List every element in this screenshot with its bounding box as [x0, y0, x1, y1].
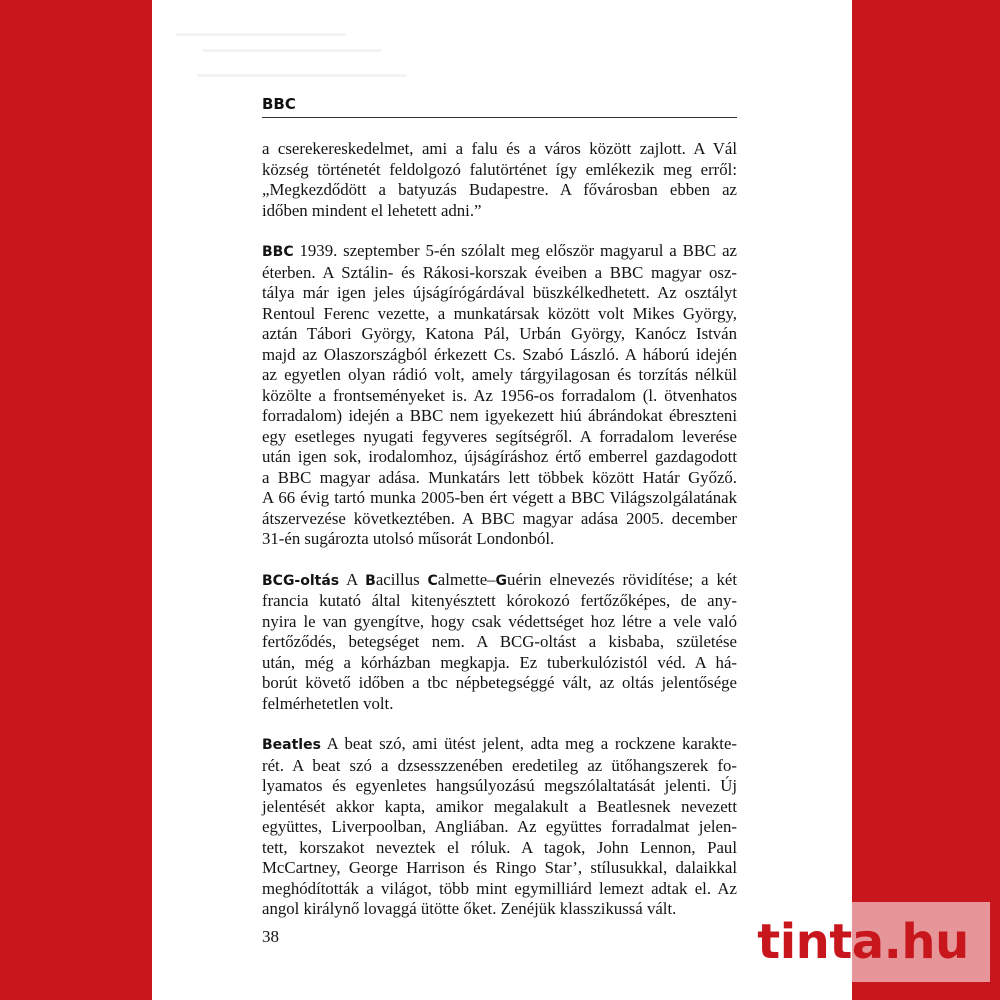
text-line: a cserekereskedelmet, ami a falu és a város között zajlott. A Vál: [262, 139, 737, 158]
text-line: francia kutató által kitenyésztett kórokozó fertőzőképes, de any-: [262, 591, 737, 610]
entry-first-line: [262, 570, 737, 592]
text-line: A 66 évig tartó munka 2005-ben ért végett a BBC Világszolgálatának: [262, 488, 737, 507]
dictionary-entry-bcg-oltas: [262, 570, 737, 715]
text-line: együttes, Liverpoolban, Angliában. Az együttes forradalmat jelen-: [262, 817, 737, 836]
entry-text: uérin elnevezés rövidítése; a két: [507, 569, 737, 589]
text-line: az egyetlen olyan rádió volt, amely tárgyilagosan és torzítás nélkül: [262, 365, 737, 384]
text-line: meghódították a világot, több mint egymilliárd lemezt adtak el. Az: [262, 878, 737, 898]
continuation-paragraph: [262, 139, 737, 221]
page-content: [262, 139, 737, 920]
running-head: BBC: [262, 95, 737, 118]
text-line: után, még a kórházban megkapja. Ez tuberkulózistól véd. A há-: [262, 652, 737, 672]
text-line: angol királynő lovaggá ütötte őket. Zenéjük klasszikussá vált.: [262, 899, 677, 918]
text-line: átszervezése következtében. A BBC magyar adása 2005. december: [262, 508, 737, 528]
headword: BBC: [262, 244, 294, 260]
acronym-letter: B: [365, 572, 376, 589]
text-line: jelentését akkor kapta, amikor megalakult a Beatlesnek nevezett: [262, 796, 737, 816]
text-line: „Megkezdődött a batyuzás Budapestre. A fővárosban ebben az: [262, 180, 737, 199]
entry-first-line: [262, 734, 737, 756]
text-line: Rentoul Ferenc vezette, a munkatársak között volt Mikes György,: [262, 303, 737, 323]
show-through-line: [176, 33, 346, 36]
text-line: tálya már igen jeles újságírógárdával büszkélkedhetett. Az osztályt: [262, 283, 737, 302]
text-line: majd az Olaszországból érkezett Cs. Szabó László. A háború idején: [262, 344, 737, 364]
headword: BCG-oltás: [262, 572, 340, 589]
headword: Beatles: [262, 737, 321, 753]
text-line: borút követő időben a tbc népbetegséggé vált, az oltás jelentősége: [262, 673, 737, 692]
show-through-line: [202, 49, 382, 52]
text-line: tett, korszakot neveztek el róluk. A tagok, John Lennon, Paul: [262, 837, 737, 857]
acronym-letter: C: [427, 572, 438, 589]
text-line: után igen sok, irodalomhoz, újságíráshoz értő emberrel gazdagodott: [262, 447, 737, 466]
text-line: közölte a frontseményeket is. Az 1956-os forradalom (l. ötvenhatos: [262, 385, 737, 405]
dictionary-entry-bbc: [262, 241, 737, 550]
text-line: rét. A beat szó a dzsesszzenében eredetileg az ütőhangszerek fo-: [262, 755, 737, 775]
book-page: [152, 0, 852, 1000]
text-line: aztán Tábori György, Katona Pál, Urbán György, Kanócz István: [262, 324, 737, 343]
text-line: fertőződés, betegséget nem. A BCG-oltást a kisbaba, születése: [262, 632, 737, 651]
entry-text: acillus: [375, 569, 428, 589]
text-line: 31-én sugározta utolsó műsorát Londonból.: [262, 529, 555, 548]
text-line: község történetét feldolgozó falutörténet így emlékezik meg erről:: [262, 159, 737, 179]
text-line: éterben. A Sztálin- és Rákosi-korszak éveiben a BBC magyar osz-: [262, 262, 737, 282]
watermark-logo: tinta.hu: [736, 902, 990, 982]
acronym-letter: G: [495, 572, 508, 589]
entry-text: A beat szó, ami ütést jelent, adta meg a rockzene karakte-: [320, 734, 737, 753]
entry-first-line: [262, 241, 737, 263]
text-line: időben mindent el lehetett adni.”: [262, 200, 482, 220]
show-through-line: [197, 74, 407, 77]
text-line: a BBC magyar adása. Munkatárs lett többek között Határ Győző.: [262, 467, 737, 487]
text-line: McCartney, George Harrison és Ringo Star’, stílusukkal, dalaikkal: [262, 858, 737, 877]
dictionary-entry-beatles: [262, 734, 737, 920]
entry-text: 1939. szeptember 5-én szólalt meg először magyarul a BBC az: [293, 241, 737, 260]
text-line: lyamatos és egyenletes hangsúlyozású megszólaltatását jelenti. Új: [262, 776, 737, 795]
entry-text: almette–: [437, 569, 496, 589]
text-line: egy esetleges nyugati fegyveres segítségről. A forradalom leverése: [262, 426, 737, 446]
text-line: nyira le van gyengítve, hogy csak védettséget hoz létre a vele való: [262, 611, 737, 631]
text-line: forradalom) idején a BBC nem igyekezett hiú ábrándokat ébreszteni: [262, 406, 737, 425]
entry-text: A: [339, 569, 366, 589]
page-number: 38: [262, 927, 279, 946]
text-line: felmérhetetlen volt.: [262, 693, 394, 713]
